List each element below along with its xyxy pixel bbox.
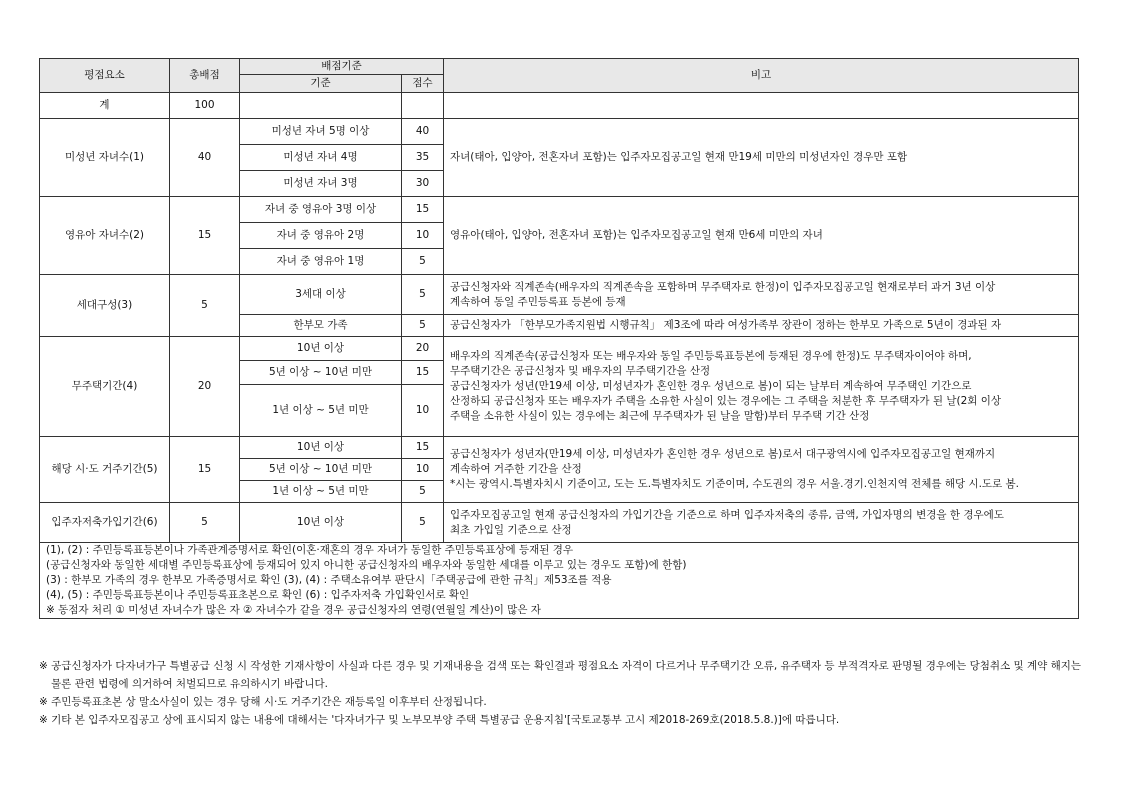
table-row <box>40 275 1079 315</box>
score-cell: 5 <box>402 315 444 337</box>
criteria-cell: 자녀 중 영유아 2명 <box>240 223 402 249</box>
criteria-cell: 한부모 가족 <box>240 315 402 337</box>
score-cell: 5 <box>402 249 444 275</box>
header-criteria-group: 배점기준 <box>240 59 444 75</box>
footer-note: ※ 기타 본 입주자모집공고 상에 표시되지 않는 내용에 대해서는 '다자녀가구 및 노부모부양 주택 특별공급 운용지침'[국토교통부 고시 제2018-269호(2018.5.8.)]에 따릅니다. <box>39 714 840 726</box>
remark-line: 계속하여 거주한 기간을 산정 <box>450 463 582 475</box>
remark-line: 산정하되 공급신청자 또는 배우자가 주택을 소유한 사실이 있는 경우에는 그 주택을 처분한 후 무주택자가 된 날(2회 이상 <box>450 395 1002 407</box>
sum-label: 계 <box>40 93 170 119</box>
table-row <box>40 119 1079 145</box>
table-row <box>40 197 1079 223</box>
score-cell: 15 <box>402 437 444 459</box>
table-note: (공급신청자와 동일한 세대별 주민등록표상에 등재되어 있지 아니한 공급신청자의 배우자와 동일한 세대를 이루고 있는 경우도 포함)에 한함) <box>46 559 687 571</box>
remark-line: 자녀(태아, 입양아, 전혼자녀 포함)는 입주자모집공고일 현재 만19세 미만의 미성년자인 경우만 포함 <box>450 151 908 163</box>
table-notes-row <box>40 543 1079 619</box>
score-cell: 15 <box>402 197 444 223</box>
criteria-cell: 10년 이상 <box>240 337 402 361</box>
header-criteria: 기준 <box>240 75 402 93</box>
factor-cell: 해당 시·도 거주기간(5) <box>40 437 170 503</box>
score-cell: 40 <box>402 119 444 145</box>
remark-line: 배우자의 직계존속(공급신청자 또는 배우자와 동일 주민등록표등본에 등재된 경우에 한정)도 무주택자이어야 하며, <box>450 350 972 362</box>
factor-cell: 무주택기간(4) <box>40 337 170 437</box>
criteria-cell: 자녀 중 영유아 3명 이상 <box>240 197 402 223</box>
total-cell: 20 <box>170 337 240 437</box>
footer-note: ※ 주민등록표초본 상 말소사실이 있는 경우 당해 시·도 거주기간은 재등록일 이후부터 산정됩니다. <box>39 696 487 708</box>
remark-line: 주택을 소유한 사실이 있는 경우에는 최근에 무주택자가 된 날을 말함)부터 무주택 기간 산정 <box>450 410 870 422</box>
table-row <box>40 503 1079 543</box>
remark-line: 무주택기간은 공급신청자 및 배우자의 무주택기간을 산정 <box>450 365 711 377</box>
total-cell: 15 <box>170 437 240 503</box>
criteria-cell: 3세대 이상 <box>240 275 402 315</box>
header-score: 점수 <box>402 75 444 93</box>
criteria-cell: 1년 이상 ~ 5년 미만 <box>240 385 402 437</box>
remark-line: 최초 가입일 기준으로 산정 <box>450 523 572 536</box>
total-cell: 40 <box>170 119 240 197</box>
scoring-table <box>39 58 1079 619</box>
table-note: (4), (5) : 주민등록표등본이나 주민등록표초본으로 확인 (6) : 입주자저축 가입확인서로 확인 <box>46 589 470 601</box>
criteria-cell: 5년 이상 ~ 10년 미만 <box>240 459 402 481</box>
remark-line: 입주자모집공고일 현재 공급신청자의 가입기간을 기준으로 하며 입주자저축의 종류, 금액, 가입자명의 변경을 한 경우에도 <box>450 508 1004 521</box>
total-cell: 5 <box>170 503 240 543</box>
remark-cell <box>444 315 1079 337</box>
remark-cell <box>444 503 1079 543</box>
score-cell: 10 <box>402 385 444 437</box>
remark-line: 영유아(태아, 입양아, 전혼자녀 포함)는 입주자모집공고일 현재 만6세 미만의 자녀 <box>450 229 823 241</box>
criteria-cell: 미성년 자녀 5명 이상 <box>240 119 402 145</box>
table-row <box>40 337 1079 361</box>
criteria-cell: 10년 이상 <box>240 437 402 459</box>
table-note: ※ 동점자 처리 ① 미성년 자녀수가 많은 자 ② 자녀수가 같을 경우 공급신청자의 연령(연월일 계산)이 많은 자 <box>46 604 541 616</box>
total-cell: 5 <box>170 275 240 337</box>
remark-line: 공급신청자가 성년자(만19세 이상, 미성년자가 혼인한 경우 성년으로 봄)로서 대구광역시에 입주자모집공고일 현재까지 <box>450 448 996 460</box>
header-factor: 평점요소 <box>40 59 170 93</box>
table-row <box>40 437 1079 459</box>
criteria-cell: 미성년 자녀 4명 <box>240 145 402 171</box>
remark-line: 공급신청자가 「한부모가족지원법 시행규칙」 제3조에 따라 여성가족부 장관이 정하는 한부모 가족으로 5년이 경과된 자 <box>450 319 1002 331</box>
factor-cell: 미성년 자녀수(1) <box>40 119 170 197</box>
score-cell: 5 <box>402 503 444 543</box>
score-cell: 35 <box>402 145 444 171</box>
table-note: (1), (2) : 주민등록표등본이나 가족관계증명서로 확인(이혼·재혼의 경우 자녀가 동일한 주민등록표상에 등재된 경우 <box>46 544 574 556</box>
criteria-cell: 5년 이상 ~ 10년 미만 <box>240 361 402 385</box>
factor-cell: 입주자저축가입기간(6) <box>40 503 170 543</box>
remark-line: 공급신청자와 직계존속(배우자의 직계존속을 포함하며 무주택자로 한정)이 입주자모집공고일 현재로부터 과거 3년 이상 <box>450 280 996 293</box>
remark-cell <box>444 197 1079 275</box>
criteria-cell: 자녀 중 영유아 1명 <box>240 249 402 275</box>
factor-cell: 세대구성(3) <box>40 275 170 337</box>
table-note: (3) : 한부모 가족의 경우 한부모 가족증명서로 확인 (3), (4) : 주택소유여부 판단시「주택공급에 관한 규칙」제53조를 적용 <box>46 574 612 586</box>
header-total: 총배점 <box>170 59 240 93</box>
table-notes <box>40 543 1079 619</box>
score-cell: 20 <box>402 337 444 361</box>
remark-cell <box>444 337 1079 437</box>
remark-line: 공급신청자가 성년(만19세 이상, 미성년자가 혼인한 경우 성년으로 봄)이 되는 날부터 계속하여 무주택인 기간으로 <box>450 380 972 392</box>
remark-cell <box>444 119 1079 197</box>
remark-line: 계속하여 동일 주민등록표 등본에 등재 <box>450 295 626 308</box>
sum-row <box>40 93 1079 119</box>
score-cell: 5 <box>402 481 444 503</box>
sum-total: 100 <box>170 93 240 119</box>
remark-line: *시는 광역시.특별자치시 기준이고, 도는 도.특별자치도 기준이며, 수도권의 경우 서울.경기.인천지역 전체를 해당 시.도로 봄. <box>450 478 1020 490</box>
criteria-cell: 미성년 자녀 3명 <box>240 171 402 197</box>
footer-note: ※ 공급신청자가 다자녀가구 특별공급 신청 시 작성한 기재사항이 사실과 다른 경우 및 기재내용을 검색 또는 확인결과 평점요소 자격이 다르거나 무주택기간 오류, 유주택자 등 부적격자로 판명될 경우에는 당첨취소 및 계약 해지는 물론 관련 법령에 의거하여 처벌되므로 유의하시기 바랍니다. <box>39 660 1082 690</box>
score-cell: 30 <box>402 171 444 197</box>
factor-cell: 영유아 자녀수(2) <box>40 197 170 275</box>
remark-cell <box>444 275 1079 315</box>
score-cell: 10 <box>402 223 444 249</box>
footer-notes <box>39 657 1084 729</box>
score-cell: 10 <box>402 459 444 481</box>
header-remarks: 비고 <box>444 59 1079 93</box>
score-cell: 15 <box>402 361 444 385</box>
criteria-cell: 1년 이상 ~ 5년 미만 <box>240 481 402 503</box>
total-cell: 15 <box>170 197 240 275</box>
remark-cell <box>444 437 1079 503</box>
criteria-cell: 10년 이상 <box>240 503 402 543</box>
score-cell: 5 <box>402 275 444 315</box>
